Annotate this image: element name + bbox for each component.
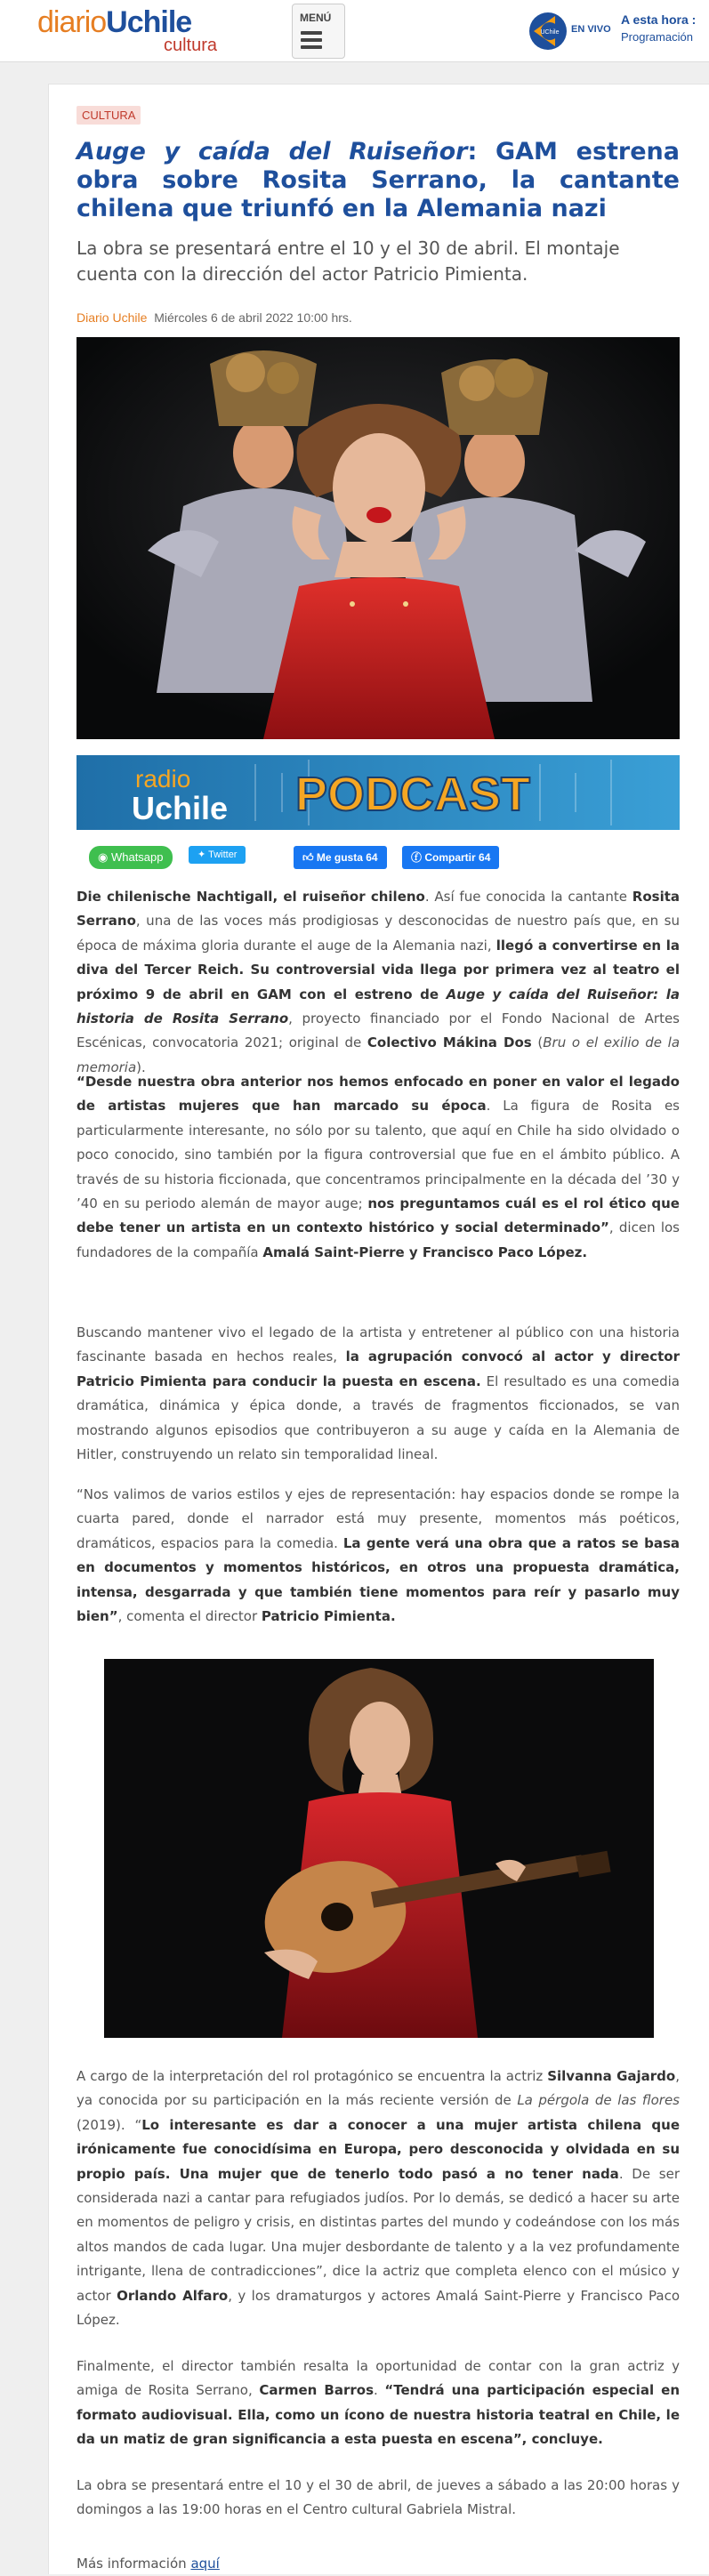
more-info-link[interactable]: aquí (190, 2556, 220, 2572)
article-paragraph-5: A cargo de la interpretación del rol protagónico se encuentra la actriz Silvanna Gajardo, ya conocida por su participación en la más reciente versión de La pérgola de las flores (2019). “Lo interesante es dar a conocer a una mujer artista chilena que irónicamente fue conocidísima en Europa, pero desconocida y olvidada en su propio país. Una mujer que de tenerlo todo pasó a no tener nada. De ser considerada nazi a cantar para refugiados judíos. Por lo demás, se dedicó a hacer su arte en momentos de peligro y crisis, en distintas partes del mundo y codeándose con los más altos mandos de cada lugar. Una mujer desbordante de talento y a la vez profundamente intrigante, llena de contradicciones”, dice la actriz que completa elenco con el músico y actor Orlando Alfaro, y los dramaturgos y actores Amalá Saint-Pierre y Francisco Paco López. (77, 2068, 681, 2329)
logo-wordmark: diarioUchile (37, 5, 192, 39)
logo-section: cultura (163, 36, 217, 55)
podcast-radio-word: radio (135, 765, 191, 793)
podcast-title: PODCAST (295, 768, 531, 821)
category-badge[interactable]: CULTURA (77, 106, 141, 125)
like-label: Me gusta 64 (316, 851, 378, 864)
radio-live-widget[interactable] (528, 9, 697, 53)
author-link[interactable]: Diario Uchile (77, 310, 148, 325)
article-subtitle: La obra se presentará entre el 10 y el 30 de abril. El montaje cuenta con la dirección del actor Patricio Pimienta. (77, 237, 620, 285)
now-playing-label: A esta hora : (621, 12, 697, 27)
twitter-label: Twitter (208, 849, 238, 860)
twitter-share-button[interactable] (189, 846, 246, 864)
article-paragraph-2: “Desde nuestra obra anterior nos hemos enfocado en poner en valor el legado de artistas mujeres que han marcado su época. La figura de Rosita es particularmente interesante, no sólo por su talento, que aquí en Chile ha sido olvidado o poco conocido, sino también por la figura controversial que fue en el ámbito público. A través de su historia ficcionada, que concentramos principalmente en la década del ’30 y ’40 en su periodo alemán de mayor auge; nos preguntamos cuál es el rol ético que debe tener un artista en un contexto histórico y social determinado”, dicen los fundadores de la compañía Amalá Saint-Pierre y Francisco Paco López. (77, 1074, 680, 1260)
radio-live-icon (528, 9, 568, 53)
site-logo[interactable] (37, 7, 224, 55)
menu-button[interactable] (292, 4, 345, 59)
radio-brand: UChile (540, 29, 560, 36)
share-label: Compartir 64 (424, 851, 491, 864)
facebook-like-button[interactable] (294, 846, 387, 869)
live-label: EN VIVO (571, 24, 611, 35)
byline (77, 310, 352, 325)
article-paragraph-1: Die chilenische Nachtigall, el ruiseñor chileno. Así fue conocida la cantante Rosita Serrano, una de las voces más prodigiosas y desconocidas de nuestro país que, en su época de máxima gloria durante el auge de la Alemania nazi, llegó a convertirse en la diva del Tercer Reich. Su controversial vida llega por primera vez al teatro el próximo 9 de abril en GAM con el estreno de Auge y caída del Ruiseñor: la historia de Rosita Serrano, proyecto financiado por el Fondo Nacional de Artes Escénicas, convocatoria 2021; original de Colectivo Mákina Dos (Bru o el exilio de la memoria). (77, 889, 681, 1075)
podcast-banner[interactable] (77, 755, 680, 830)
facebook-icon: ⓕ (411, 851, 425, 864)
facebook-share-button[interactable] (402, 846, 499, 869)
twitter-bird-icon: ✦ (197, 849, 209, 860)
whatsapp-label: Whatsapp (110, 850, 164, 864)
article-paragraph-4: “Nos valimos de varios estilos y ejes de representación: hay espacios donde se rompe la cuarta pared, donde el narrador está muy presente, momentos más poéticos, dramáticos, espacios para la comedia. La gente verá una obra que a ratos se basa en documentos y momentos históricos, en otros una propuesta dramática, intensa, desgarrada y que también tiene momentos para reír y pasarlo muy bien”, comenta el director Patricio Pimienta. (77, 1486, 680, 1625)
publish-date: Miércoles 6 de abril 2022 10:00 hrs. (154, 310, 352, 325)
podcast-uchile-word: Uchile (132, 790, 229, 826)
facebook-like-icon: 👍︎ (302, 851, 317, 864)
schedule-link[interactable]: Programación (621, 30, 693, 44)
guitar-photo (104, 1659, 654, 2038)
article-card (48, 84, 709, 2574)
article-paragraph-6: Finalmente, el director también resalta la oportunidad de contar con la gran actriz y amiga de Rosita Serrano, Carmen Barros. “Tendrá una participación especial en formato audiovisual. Ella, como un ícono de nuestra historia teatral en Chile, le da un matiz de gran significancia a esta puesta en escena”, concluye. (77, 2358, 681, 2448)
hamburger-menu-icon (301, 31, 322, 52)
site-header (0, 0, 709, 62)
title-rest: : GAM estrena obra sobre Rosita Serrano, la cantante chilena que triunfó en la Alemania nazi (77, 138, 680, 222)
article-title (77, 138, 680, 223)
whatsapp-icon: ◉ (98, 850, 111, 864)
article-paragraph-7: La obra se presentará entre el 10 y el 30 de abril, de jueves a sábado a las 20:00 horas y domingos a las 19:00 horas en el Centro cultural Gabriela Mistral. (77, 2477, 680, 2518)
title-emphasis: Auge y caída del Ruiseñor (77, 138, 468, 165)
more-info: Más información aquí (77, 2556, 220, 2572)
share-bar (89, 846, 676, 869)
whatsapp-share-button[interactable] (89, 846, 173, 869)
menu-label: MENÚ (300, 12, 332, 24)
hero-image (77, 337, 680, 739)
article-paragraph-3: Buscando mantener vivo el legado de la artista y entretener al público con una historia fascinante basada en hechos reales, la agrupación convocó al actor y director Patricio Pimienta para conducir la puesta en escena. El resultado es una comedia dramática, dinámica y épica donde, a través de fragmentos ficcionados, se van mostrando algunos episodios que contribuyeron a su auge y caída en la Alemania de Hitler, construyendo un relato sin temporalidad lineal. (77, 1324, 680, 1463)
